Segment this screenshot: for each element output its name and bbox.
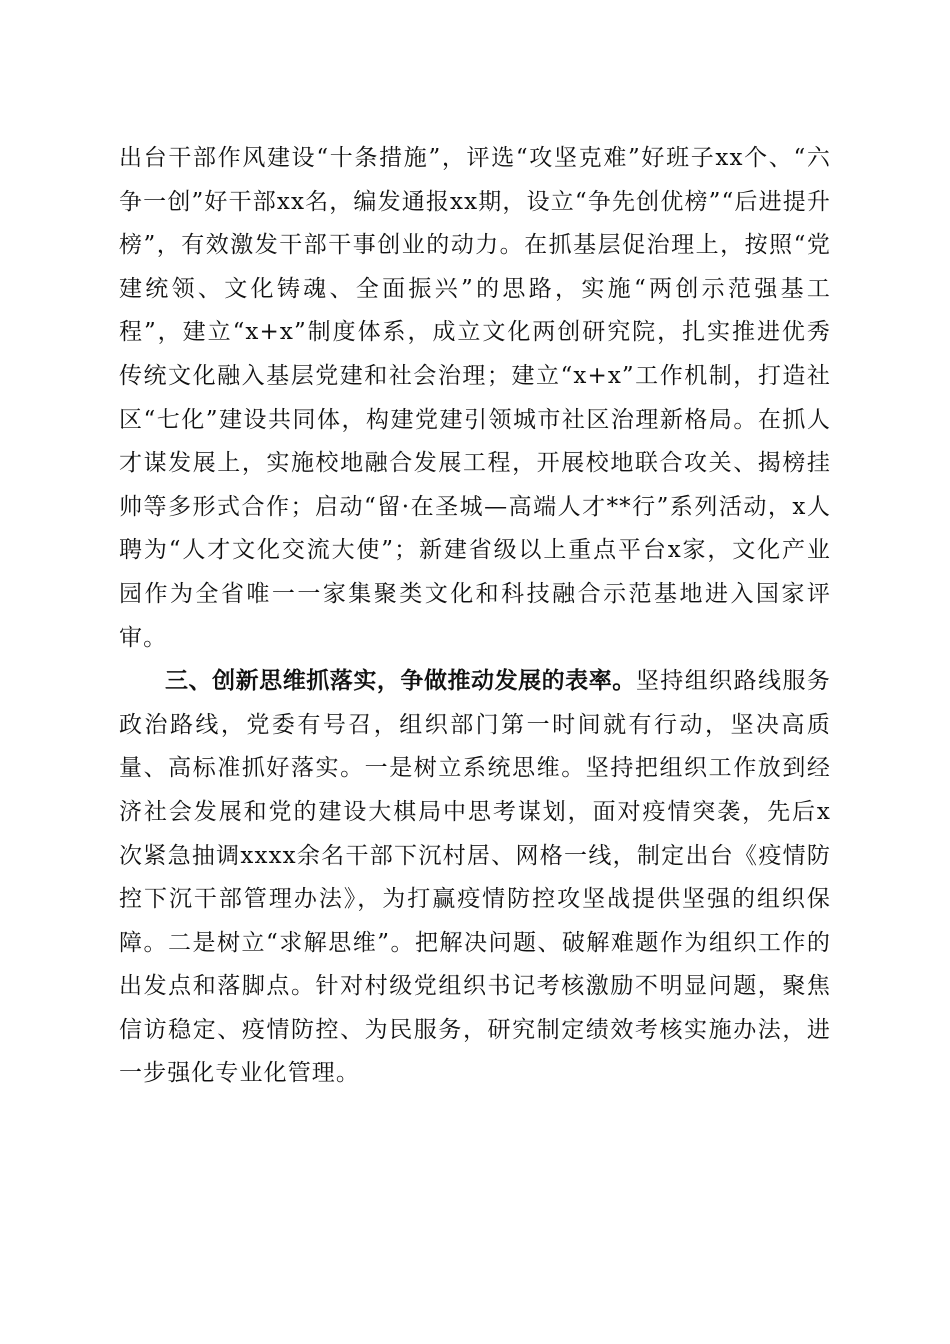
document-body [119, 137, 831, 1096]
section-body: 坚持组织路线服务政治路线，党委有号召，组织部门第一时间就有行动，坚决高质量、高标准抓好落实。一是树立系统思维。坚持把组织工作放到经济社会发展和党的建设大棋局中思考谋划，面对疫情突袭，先后x次紧急抽调xxxx余名干部下沉村居、网格一线，制定出台《疫情防控下沉干部管理办法》，为打赢疫情防控攻坚战提供坚强的组织保障。二是树立“求解思维”。把解决问题、破解难题作为组织工作的出发点和落脚点。针对村级党组织书记考核激励不明显问题，聚焦信访稳定、疫情防控、为民服务，研究制定绩效考核实施办法，进一步强化专业化管理。 [119, 668, 831, 1087]
paragraph-section-three [119, 660, 831, 1096]
paragraph-continuation: 出台干部作风建设“十条措施”，评选“攻坚克难”好班子xx个、“六争一创”好干部xx名，编发通报xx期，设立“争先创优榜”“后进提升榜”，有效激发干部干事创业的动力。在抓基层促治理上，按照“党建统领、文化铸魂、全面振兴”的思路，实施“两创示范强基工程”，建立“x+x”制度体系，成立文化两创研究院，扎实推进优秀传统文化融入基层党建和社会治理；建立“x+x”工作机制，打造社区“七化”建设共同体，构建党建引领城市社区治理新格局。在抓人才谋发展上，实施校地融合发展工程，开展校地联合攻关、揭榜挂帅等多形式合作；启动“留·在圣城—高端人才**行”系列活动，x人聘为“人才文化交流大使”；新建省级以上重点平台x家，文化产业园作为全省唯一一家集聚类文化和科技融合示范基地进入国家评审。 [119, 145, 831, 651]
section-heading: 三、创新思维抓落实，争做推动发展的表率。 [165, 668, 636, 695]
